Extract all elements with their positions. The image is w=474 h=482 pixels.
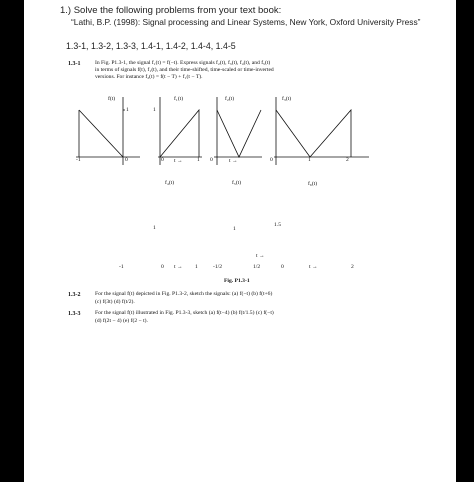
axis-f2: t → — [229, 158, 238, 164]
document-page — [24, 0, 456, 482]
book-citation: “Lathi, B.P. (1998): Signal processing and Linear Systems, New York, Oxford University Press” — [71, 17, 421, 27]
axis-f1: t → — [174, 158, 183, 164]
label-f2: f₂(t) — [225, 96, 235, 102]
problem-1-3-1-number: 1.3-1 — [68, 61, 81, 67]
problem-1-3-2-number: 1.3-2 — [68, 292, 81, 298]
plot-f2 — [214, 97, 262, 165]
axis-f6: t → — [309, 264, 318, 270]
problem-list: 1.3-1, 1.3-2, 1.3-3, 1.4-1, 1.4-2, 1.4-4, 1.4-5 — [66, 41, 236, 51]
problem-1-3-2-line2: (c) f(3t) (d) f(t/2). — [95, 299, 135, 305]
question-heading: 1.) Solve the following problems from your text book: — [60, 5, 282, 16]
figure-caption: Fig. P1.3-1 — [224, 278, 250, 284]
label-f3: f₃(t) — [282, 96, 292, 102]
tick-f4-left: -1 — [119, 264, 124, 270]
tick-f4-right: 1 — [195, 264, 198, 270]
problem-1-3-3-line1: For the signal f(t) illustrated in Fig. P1.3-3, sketch (a) f(t−4) (b) f(t/1.5) (c) f(−t) — [95, 310, 274, 316]
plot-f1 — [158, 97, 202, 165]
problem-1-3-1-line2: in terms of signals f(t), f₁(t), and their time-shifted, time-scaled or time-inverted — [95, 67, 274, 73]
plot-f3 — [274, 97, 369, 165]
tick-f3-left: 0 — [270, 157, 273, 163]
tick-f6-left: 0 — [281, 264, 284, 270]
tick-f3-right: 2 — [346, 157, 349, 163]
label-f1: f₁(t) — [174, 96, 184, 102]
tick-f-left: -1 — [76, 157, 81, 163]
problem-1-3-1-line3: versions. For instance f₂(t) = f(t − T) + f₁(t − T). — [95, 74, 203, 80]
height-f1: 1 — [153, 107, 156, 113]
label-f: f(t) — [108, 96, 116, 102]
tick-f4-mid: 0 — [161, 264, 164, 270]
axis-f4: t → — [174, 264, 183, 270]
tick-f5-left: -1/2 — [213, 264, 223, 270]
height-f5: 1 — [233, 226, 236, 232]
tick-f1-left: 0 — [161, 157, 164, 163]
tick-f-right: 0 — [125, 157, 128, 163]
problem-1-3-1-line1: In Fig. P1.3-1, the signal f₁(t) = f(−t). Express signals f₂(t), f₃(t), f₄(t), and f₅(t) — [95, 60, 271, 66]
problem-1-3-2-line1: For the signal f(t) depicted in Fig. P1.3-2, sketch the signals: (a) f(−t) (b) f(t+6) — [95, 291, 273, 297]
height-f: 1 — [126, 107, 129, 113]
label-f5: f₅(t) — [232, 180, 242, 186]
tick-f3-mid: 1 — [308, 157, 311, 163]
tick-f1-right: 1 — [197, 157, 200, 163]
tick-f2-left: 0 — [210, 157, 213, 163]
height-f6: 1.5 — [274, 222, 281, 228]
problem-1-3-3-number: 1.3-3 — [68, 311, 81, 317]
plot-f — [76, 97, 140, 165]
label-f6: f₆(t) — [308, 181, 318, 187]
label-f4: f₄(t) — [165, 180, 175, 186]
tick-f5-right: 1/2 — [253, 264, 261, 270]
tick-f6-right: 2 — [351, 264, 354, 270]
axis-f5: t → — [256, 253, 265, 259]
problem-1-3-3-line2: (d) f(2t − 4) (e) f(2 − t). — [95, 318, 148, 324]
figure-p1-3-1 — [24, 85, 456, 205]
height-f4: 1 — [153, 225, 156, 231]
